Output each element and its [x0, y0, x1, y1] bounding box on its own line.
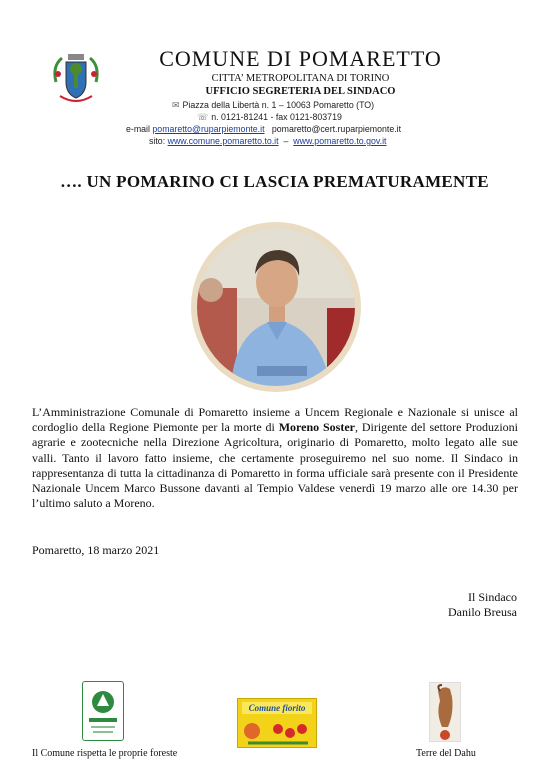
email-line [126, 124, 401, 134]
dahu-caption: Terre del Dahu [416, 748, 476, 759]
phone-line [197, 112, 342, 123]
comune-fiorito-logo [237, 698, 317, 748]
address-text: Piazza della Libertà n. 1 – 10063 Pomaretto (TO) [182, 100, 375, 110]
terre-del-dahu-logo [429, 682, 461, 742]
email-pec-text: pomaretto@cert.ruparpiemonte.it [271, 124, 402, 134]
website-link-primary[interactable]: www.comune.pomaretto.to.it [167, 136, 279, 146]
municipality-title: COMUNE DI POMARETTO [159, 46, 442, 71]
dahu-mark [430, 683, 460, 741]
portrait-illustration [197, 228, 355, 386]
email-prefix: e-mail [126, 124, 150, 134]
deceased-name: Moreno Soster [278, 420, 355, 435]
site-prefix: sito: [149, 136, 166, 146]
site-separator: – [283, 136, 289, 146]
phone-text: n. 0121-81241 - fax 0121-803719 [211, 112, 342, 122]
headline: …. UN POMARINO CI LASCIA PREMATURAMENTE [60, 172, 489, 191]
telephone-icon: ☏ [197, 112, 209, 122]
website-line [149, 136, 387, 146]
body-part-1: L’Amministrazione Comunale di Pomaretto insieme a Uncem Regionale e Nazionale si unisce al cordoglio della Regione Piemonte per la morte di [32, 405, 518, 435]
address-line [172, 100, 374, 111]
metropolitan-city-subtitle: CITTA’ METROPOLITANA DI TORINO [211, 73, 390, 84]
signature-role: Il Sindaco [468, 590, 517, 604]
signature-name: Danilo Breusa [448, 605, 517, 619]
website-link-secondary[interactable]: www.pomaretto.to.gov.it [293, 136, 387, 146]
fiorito-text: Comune fiorito [248, 703, 306, 713]
comune-fiorito-mark [238, 699, 316, 747]
pefc-logo [82, 681, 124, 741]
place-date: Pomaretto, 18 marzo 2021 [32, 543, 160, 557]
envelope-icon: ✉ [172, 100, 180, 110]
body-part-2: , Dirigente del settore Produzioni agrarie e zootecniche nella Direzione Agricoltura, originario di Pomaretto, molto legato alle sue valli. Tanto il lavoro fatto insieme, che certamente proseguiremo nel suo nome. Il Sindaco in rappresentanza di tutta la cittadinanza di Pomaretto in forma ufficiale sarà presente con il Presidente Nazionale Uncem Marco Bussone davanti al Tempio Valdese venerdì 19 marzo alle ore 14.30 per l’ultimo saluto a Moreno. [32, 420, 518, 511]
forest-caption: Il Comune rispetta le proprie foreste [32, 748, 178, 759]
portrait-photo [197, 228, 355, 386]
announcement-body [32, 405, 518, 511]
office-name: UFFICIO SEGRETERIA DEL SINDACO [205, 86, 396, 97]
pefc-mark [83, 682, 123, 740]
email-link-primary[interactable]: pomaretto@ruparpiemonte.it [152, 124, 265, 134]
